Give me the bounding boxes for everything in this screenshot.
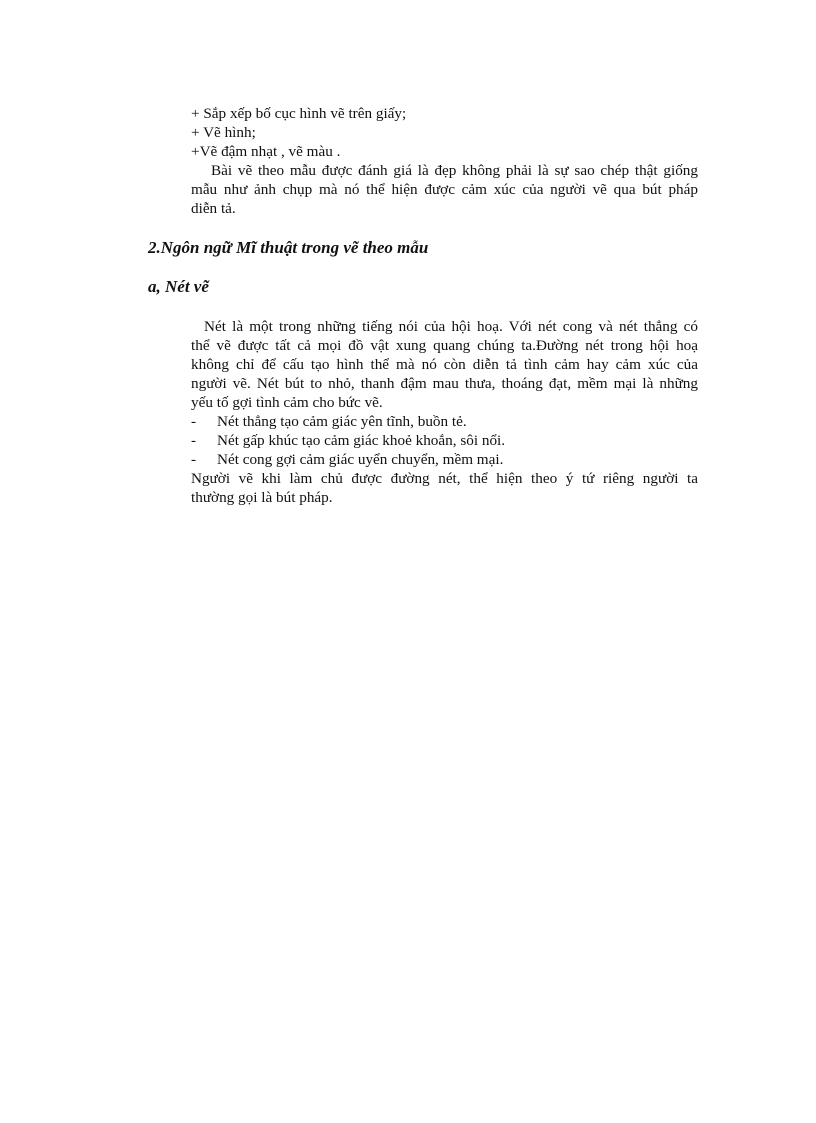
bullet-dash: - [191,413,197,430]
list-item: +Vẽ đậm nhạt , vẽ màu . [191,143,341,160]
paragraph-line: Nét là một trong những tiếng nói của hội hoạ. Với nét cong và nét thẳng có [204,318,698,335]
paragraph-line: Bài vẽ theo mẫu được đánh giá là đẹp không phải là sự sao chép thật giống [211,162,698,179]
paragraph-line: diễn tả. [191,200,236,217]
bullet-dash: - [191,432,197,449]
list-item: + Sắp xếp bố cục hình vẽ trên giấy; [191,105,407,122]
subsection-heading: a, Nét vẽ [148,277,209,296]
paragraph-line: không chỉ để cấu tạo hình thể mà nó còn diễn tả tình cảm hay cảm xúc của [191,356,698,373]
bullet-item [191,450,698,469]
bullet-text: Nét cong gợi cảm giác uyển chuyển, mềm mại. [217,451,504,468]
bullet-dash: - [191,451,197,468]
paragraph-line: Người vẽ khi làm chủ được đường nét, thể hiện theo ý tứ riêng người ta [191,470,698,487]
section-heading: 2.Ngôn ngữ Mĩ thuật trong vẽ theo mẫu [148,238,429,257]
paragraph-line: yếu tố gợi tình cảm cho bức vẽ. [191,394,383,411]
bullet-text: Nét thẳng tạo cảm giác yên tĩnh, buồn tẻ. [217,413,467,430]
body-section [191,317,698,507]
bullet-text: Nét gấp khúc tạo cảm giác khoẻ khoắn, sôi nổi. [217,432,506,449]
paragraph-line: thường gọi là bút pháp. [191,489,333,506]
paragraph-line: mẫu như ảnh chụp mà nó thể hiện được cảm xúc của người vẽ qua bút pháp [191,181,698,198]
list-item: + Vẽ hình; [191,124,256,141]
paragraph-line: người vẽ. Nét bút to nhỏ, thanh đậm mau thưa, thoáng đạt, mềm mại là những [191,375,698,392]
bullet-item [191,412,698,431]
paragraph-line: thể vẽ được tất cả mọi đồ vật xung quang chúng ta.Đường nét trong hội hoạ [191,337,698,354]
bullet-item [191,431,698,450]
intro-section [191,104,698,218]
